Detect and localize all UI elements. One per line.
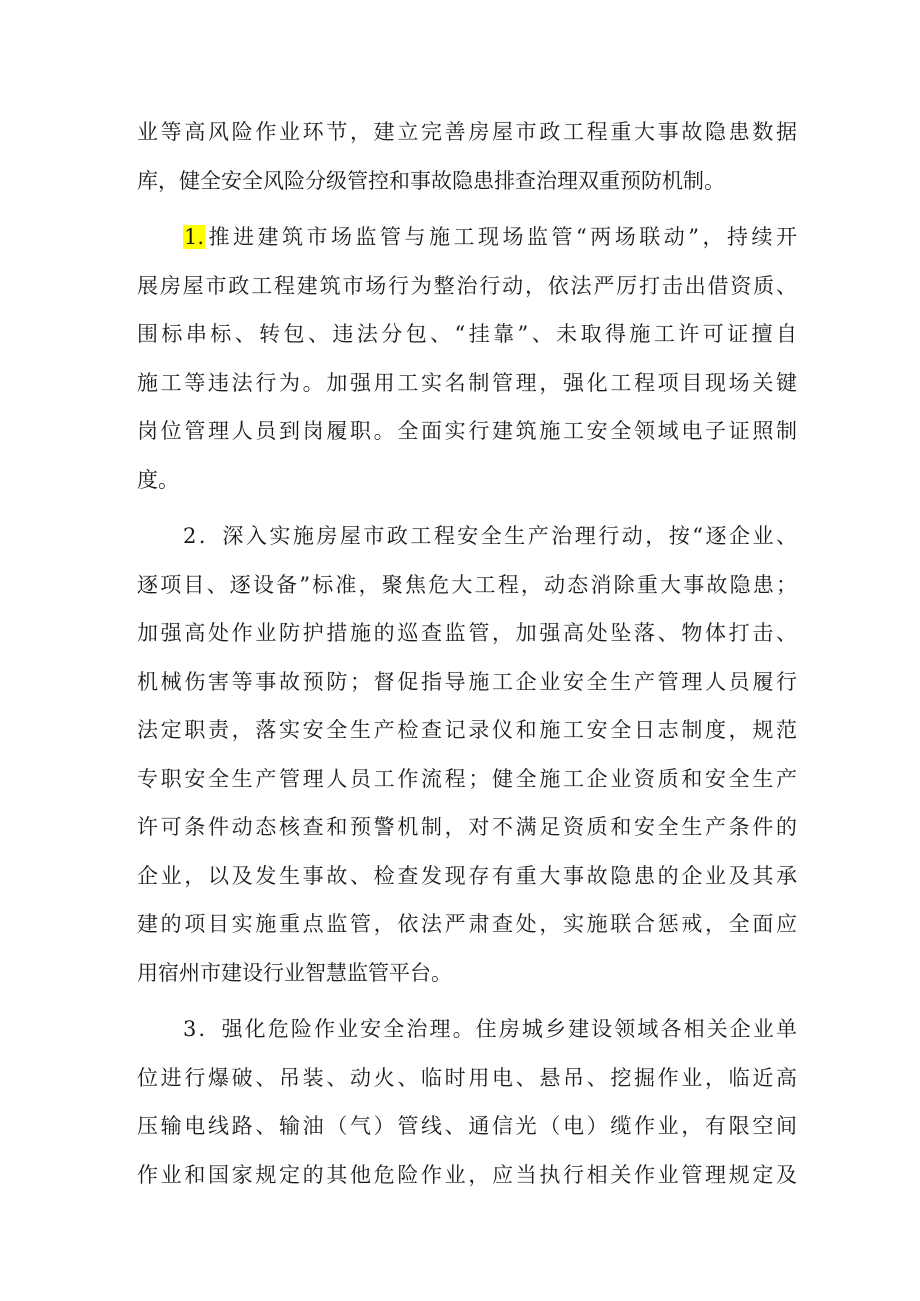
text-line: 度。 (137, 467, 179, 492)
text-line: 位进行爆破、吊装、动火、临时用电、悬吊、挖掘作业，临近高 (137, 1065, 797, 1090)
text-line: 加强高处作业防护措施的巡查监管，加强高处坠落、物体打击、 (137, 621, 797, 645)
text-line: 作业和国家规定的其他危险作业，应当执行相关作业管理规定及 (137, 1162, 797, 1187)
text-line: 建的项目实施重点监管，依法严肃查处，实施联合惩戒，全面应 (137, 912, 797, 936)
highlighted-item-number: 1. (184, 225, 205, 249)
text-line: 岗位管理人员到岗履职。全面实行建筑施工安全领域电子证照制 (137, 419, 797, 443)
text-line: 业等高风险作业环节，建立完善房屋市政工程重大事故隐患数据 (137, 120, 797, 144)
text-line-rest: 推进建筑市场监管与施工现场监管“两场联动”，持续开 (205, 225, 797, 249)
paragraph-item-3 (137, 1005, 797, 1199)
text-line: 用宿州市建设行业智慧监管平台。 (137, 960, 452, 985)
text-line: 专职安全生产管理人员工作流程；健全施工企业资质和安全生产 (137, 766, 797, 791)
document-body (137, 108, 797, 1199)
paragraph-item-2 (137, 512, 797, 997)
text-line: 围标串标、转包、违法分包、“挂靠”、未取得施工许可证擅自 (137, 322, 797, 346)
paragraph-continuation (137, 108, 797, 205)
text-line: 3．强化危险作业安全治理。住房城乡建设领域各相关企业单 (183, 1017, 797, 1041)
text-line: 法定职责，落实安全生产检查记录仪和施工安全日志制度，规范 (137, 718, 797, 742)
text-line: 逐项目、逐设备”标准，聚焦危大工程，动态消除重大事故隐患； (137, 572, 797, 597)
paragraph-item-1 (137, 213, 797, 504)
text-line: 展房屋市政工程建筑市场行为整治行动，依法严厉打击出借资质、 (137, 273, 797, 298)
text-line: 2．深入实施房屋市政工程安全生产治理行动，按“逐企业、 (183, 524, 797, 548)
text-line (137, 213, 797, 262)
text-line: 机械伤害等事故预防；督促指导施工企业安全生产管理人员履行 (137, 669, 797, 694)
text-line: 企业，以及发生事故、检查发现存有重大事故隐患的企业及其承 (137, 863, 797, 888)
text-line: 压输电线路、输油（气）管线、通信光（电）缆作业，有限空间 (137, 1114, 797, 1138)
text-line: 施工等违法行为。加强用工实名制管理，强化工程项目现场关键 (137, 370, 797, 395)
text-line: 库，健全安全风险分级管控和事故隐患排查治理双重预防机制。 (137, 168, 725, 193)
text-line: 许可条件动态核查和预警机制，对不满足资质和安全生产条件的 (137, 815, 797, 839)
